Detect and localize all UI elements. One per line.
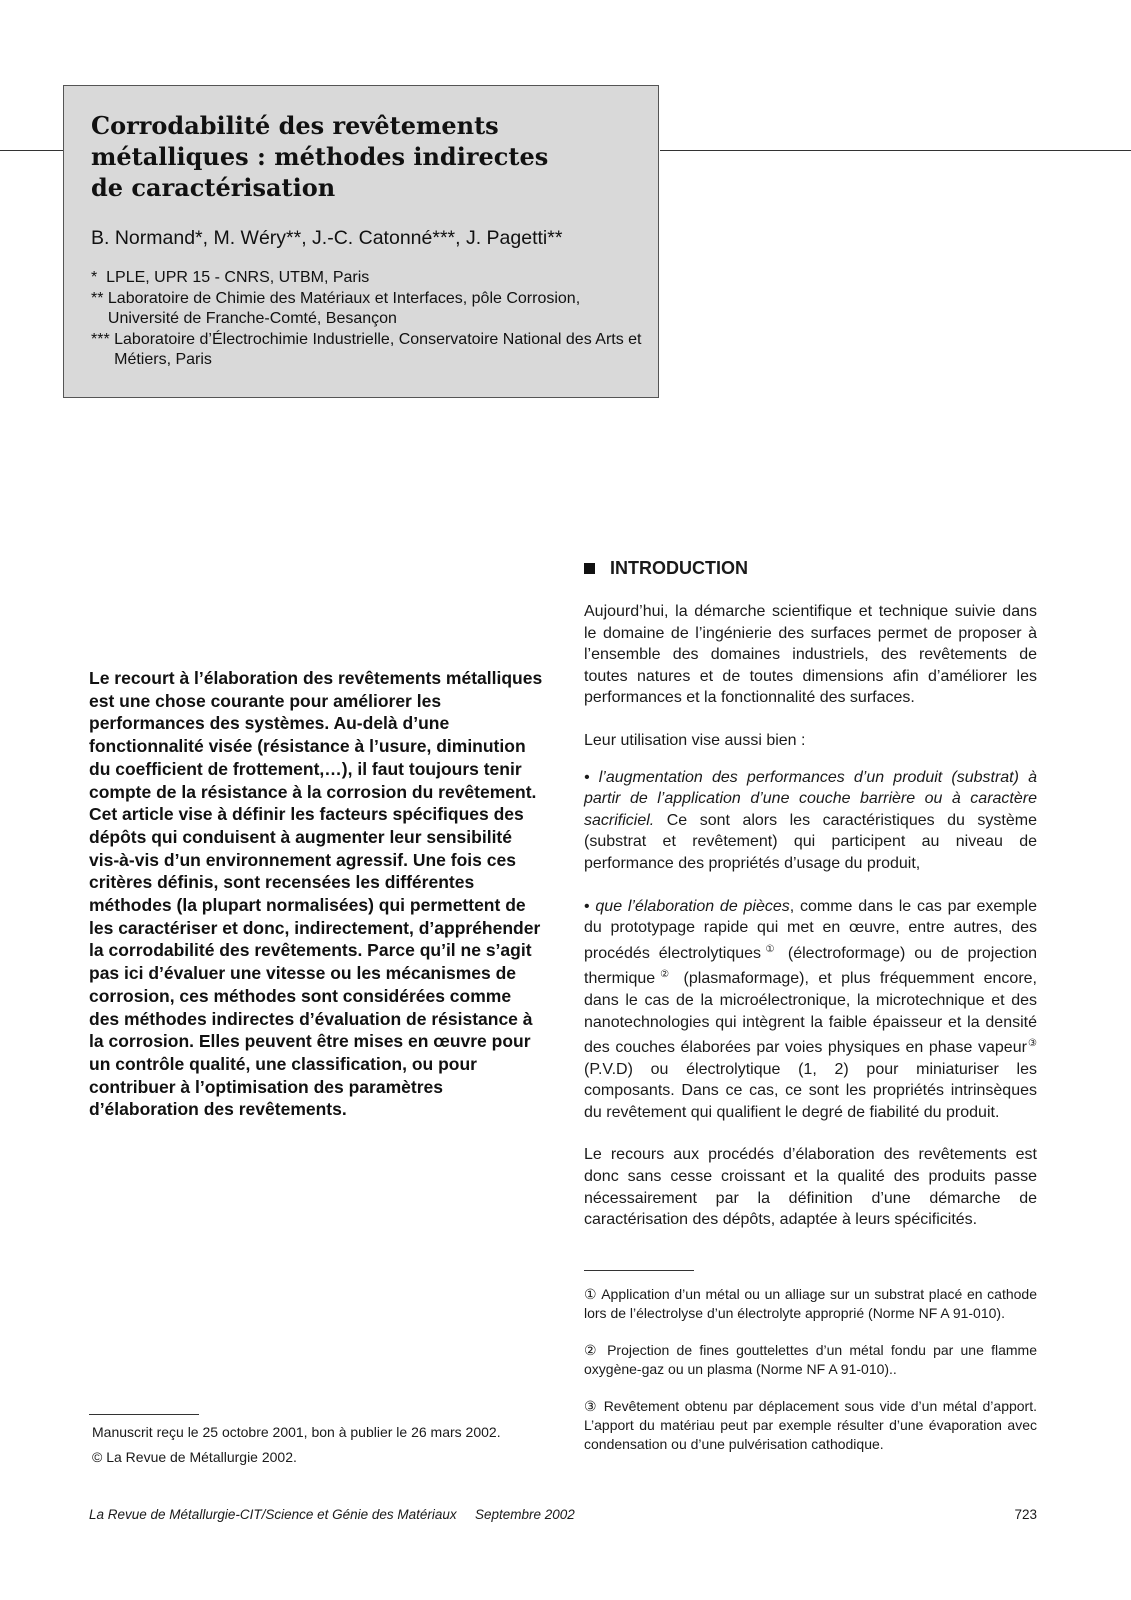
footnote: ② Projection de fines gouttelettes d’un métal fondu par une flamme oxygène-gaz ou un plasma (Norme NF A 91-010).. — [584, 1342, 1037, 1377]
affiliation-text: LPLE, UPR 15 - CNRS, UTBM, Paris — [106, 269, 370, 286]
issue-date: Septembre 2002 — [475, 1507, 575, 1522]
affiliation — [91, 268, 651, 289]
affiliation-mark: * — [91, 269, 107, 286]
bullet-text: , comme dans le cas par exemple du prototypage rapide qui met en œuvre, entre autres, des procédés électrolytiques — [584, 897, 1038, 962]
affiliation — [91, 330, 651, 371]
bullet-item — [584, 896, 1037, 1124]
journal-name: La Revue de Métallurgie-CIT/Science et Génie des Matériaux — [89, 1507, 457, 1522]
footnote: ① Application d’un métal ou un alliage sur un substrat placé en cathode lors de l’électrolyse d’un électrolyte approprié (Norme NF A 91-010). — [584, 1286, 1037, 1321]
bullet-text: Ce sont alors les caractéristiques du système (substrat et revêtement) qui participent au niveau de performance des propriétés d’usage du produit, — [584, 811, 1037, 872]
page-number: 723 — [1014, 1507, 1037, 1522]
introduction-body — [584, 601, 1037, 1231]
article-title — [91, 110, 631, 203]
affiliation-text: Laboratoire d’Électrochimie Industrielle, Conservatoire National des Arts et Métiers, Paris — [114, 330, 642, 368]
bullet-emphasis: que l’élaboration de pièces — [595, 897, 790, 915]
affiliations — [91, 268, 651, 371]
header-rule-left — [0, 150, 64, 151]
affiliation-text: Laboratoire de Chimie des Matériaux et Interfaces, pôle Corrosion, Université de Franche-Comté, Besançon — [107, 289, 581, 327]
copyright: © La Revue de Métallurgie 2002. — [92, 1449, 297, 1465]
authors: B. Normand*, M. Wéry**, J.-C. Catonné***, J. Pagetti** — [91, 227, 563, 249]
abstract: Le recourt à l’élaboration des revêtements métalliques est une chose courante pour améliorer les performances des systèmes. Au-delà d’une fonctionnalité visée (résistance à l’usure, diminution du coefficient de frottement,…), il faut toujours tenir compte de la résistance à la corrosion du revêtement. Cet article vise à définir les facteurs spécifiques des dépôts qui conduisent à augmenter leur sensibilité vis-à-vis d’un environnement agressif. Une fois ces critères définis, sont recensées les différentes méthodes (la plupart normalisées) qui permettent de les caractériser et donc, indirectement, d’appréhender la corrodabilité des revêtements. Parce qu’il ne s’agit pas ici d’évaluer une vitesse ou les mécanismes de corrosion, ces méthodes sont considérées comme des méthodes indirectes d’évaluation de résistance à la corrosion. Elles peuvent être mises en œuvre pour un contrôle qualité, une classification, ou pour contribuer à l’optimisation des paramètres d’élaboration des revêtements. — [89, 668, 543, 1120]
bullet-text: (électroformage) ou de projection thermique — [584, 944, 1038, 988]
bullet-item — [584, 767, 1037, 875]
footnote-ref: ① — [761, 943, 779, 955]
bullet-marker: • — [584, 897, 596, 915]
page-footer — [89, 1506, 1037, 1526]
footnote-ref: ③ — [1026, 1038, 1038, 1050]
square-bullet-icon — [584, 563, 595, 574]
manuscript-rule — [89, 1414, 199, 1415]
paragraph: Leur utilisation vise aussi bien : — [584, 731, 806, 749]
bullet-text: (P.V.D) ou électrolytique (1, 2) pour miniaturiser les composants. Dans ce cas, ce sont les propriétés intrinsèques du revêtement qui qualifient le degré de fiabilité du produit. — [584, 1060, 1037, 1121]
affiliation-mark: ** — [91, 289, 108, 307]
paragraph: Le recours aux procédés d’élaboration des revêtements est donc sans cesse croissant et la qualité des produits passe nécessairement par la définition d’une démarche de caractérisation des dépôts, adaptée à leurs spécificités. — [584, 1146, 1037, 1229]
bullet-emphasis: • l’augmentation des performances d’un produit (substrat) à partir de l’application d’une couche barrière ou à caractère sacrificiel. — [584, 768, 1037, 829]
affiliation — [91, 289, 651, 330]
title-line: de caractérisation — [91, 173, 336, 202]
footnote-rule — [584, 1270, 694, 1271]
title-line: Corrodabilité des revêtements — [91, 111, 499, 140]
section-heading-text: INTRODUCTION — [610, 558, 748, 578]
footnote-ref: ② — [655, 969, 675, 981]
footnotes — [584, 1285, 1037, 1472]
footnote: ③ Revêtement obtenu par déplacement sous vide d’un métal d’apport. L’apport du matériau peut par exemple résulter d’une évaporation avec condensation ou d’une pulvérisation cathodique. — [584, 1398, 1037, 1452]
title-line: métalliques : méthodes indirectes — [91, 142, 549, 171]
manuscript-received: Manuscrit reçu le 25 octobre 2001, bon à publier le 26 mars 2002. — [92, 1424, 501, 1440]
header-rule-right — [660, 150, 1131, 151]
paragraph: Aujourd’hui, la démarche scientifique et technique suivie dans le domaine de l’ingénierie des surfaces permet de proposer à l’ensemble des domaines industriels, des revêtements de toutes natures et de toutes dimensions afin d’améliorer les performances et la fonctionnalité des surfaces. — [584, 603, 1037, 707]
affiliation-mark: *** — [91, 330, 115, 348]
section-heading — [584, 557, 748, 579]
title-box — [63, 85, 659, 398]
bullet-text: (plasmaformage), et plus fréquemment encore, dans le cas de la microélectronique, la microtechnique et des nanotechnologies qui intègrent la faible épaisseur et la densité des couches élaborées par voies physiques en phase vapeur — [584, 970, 1037, 1057]
